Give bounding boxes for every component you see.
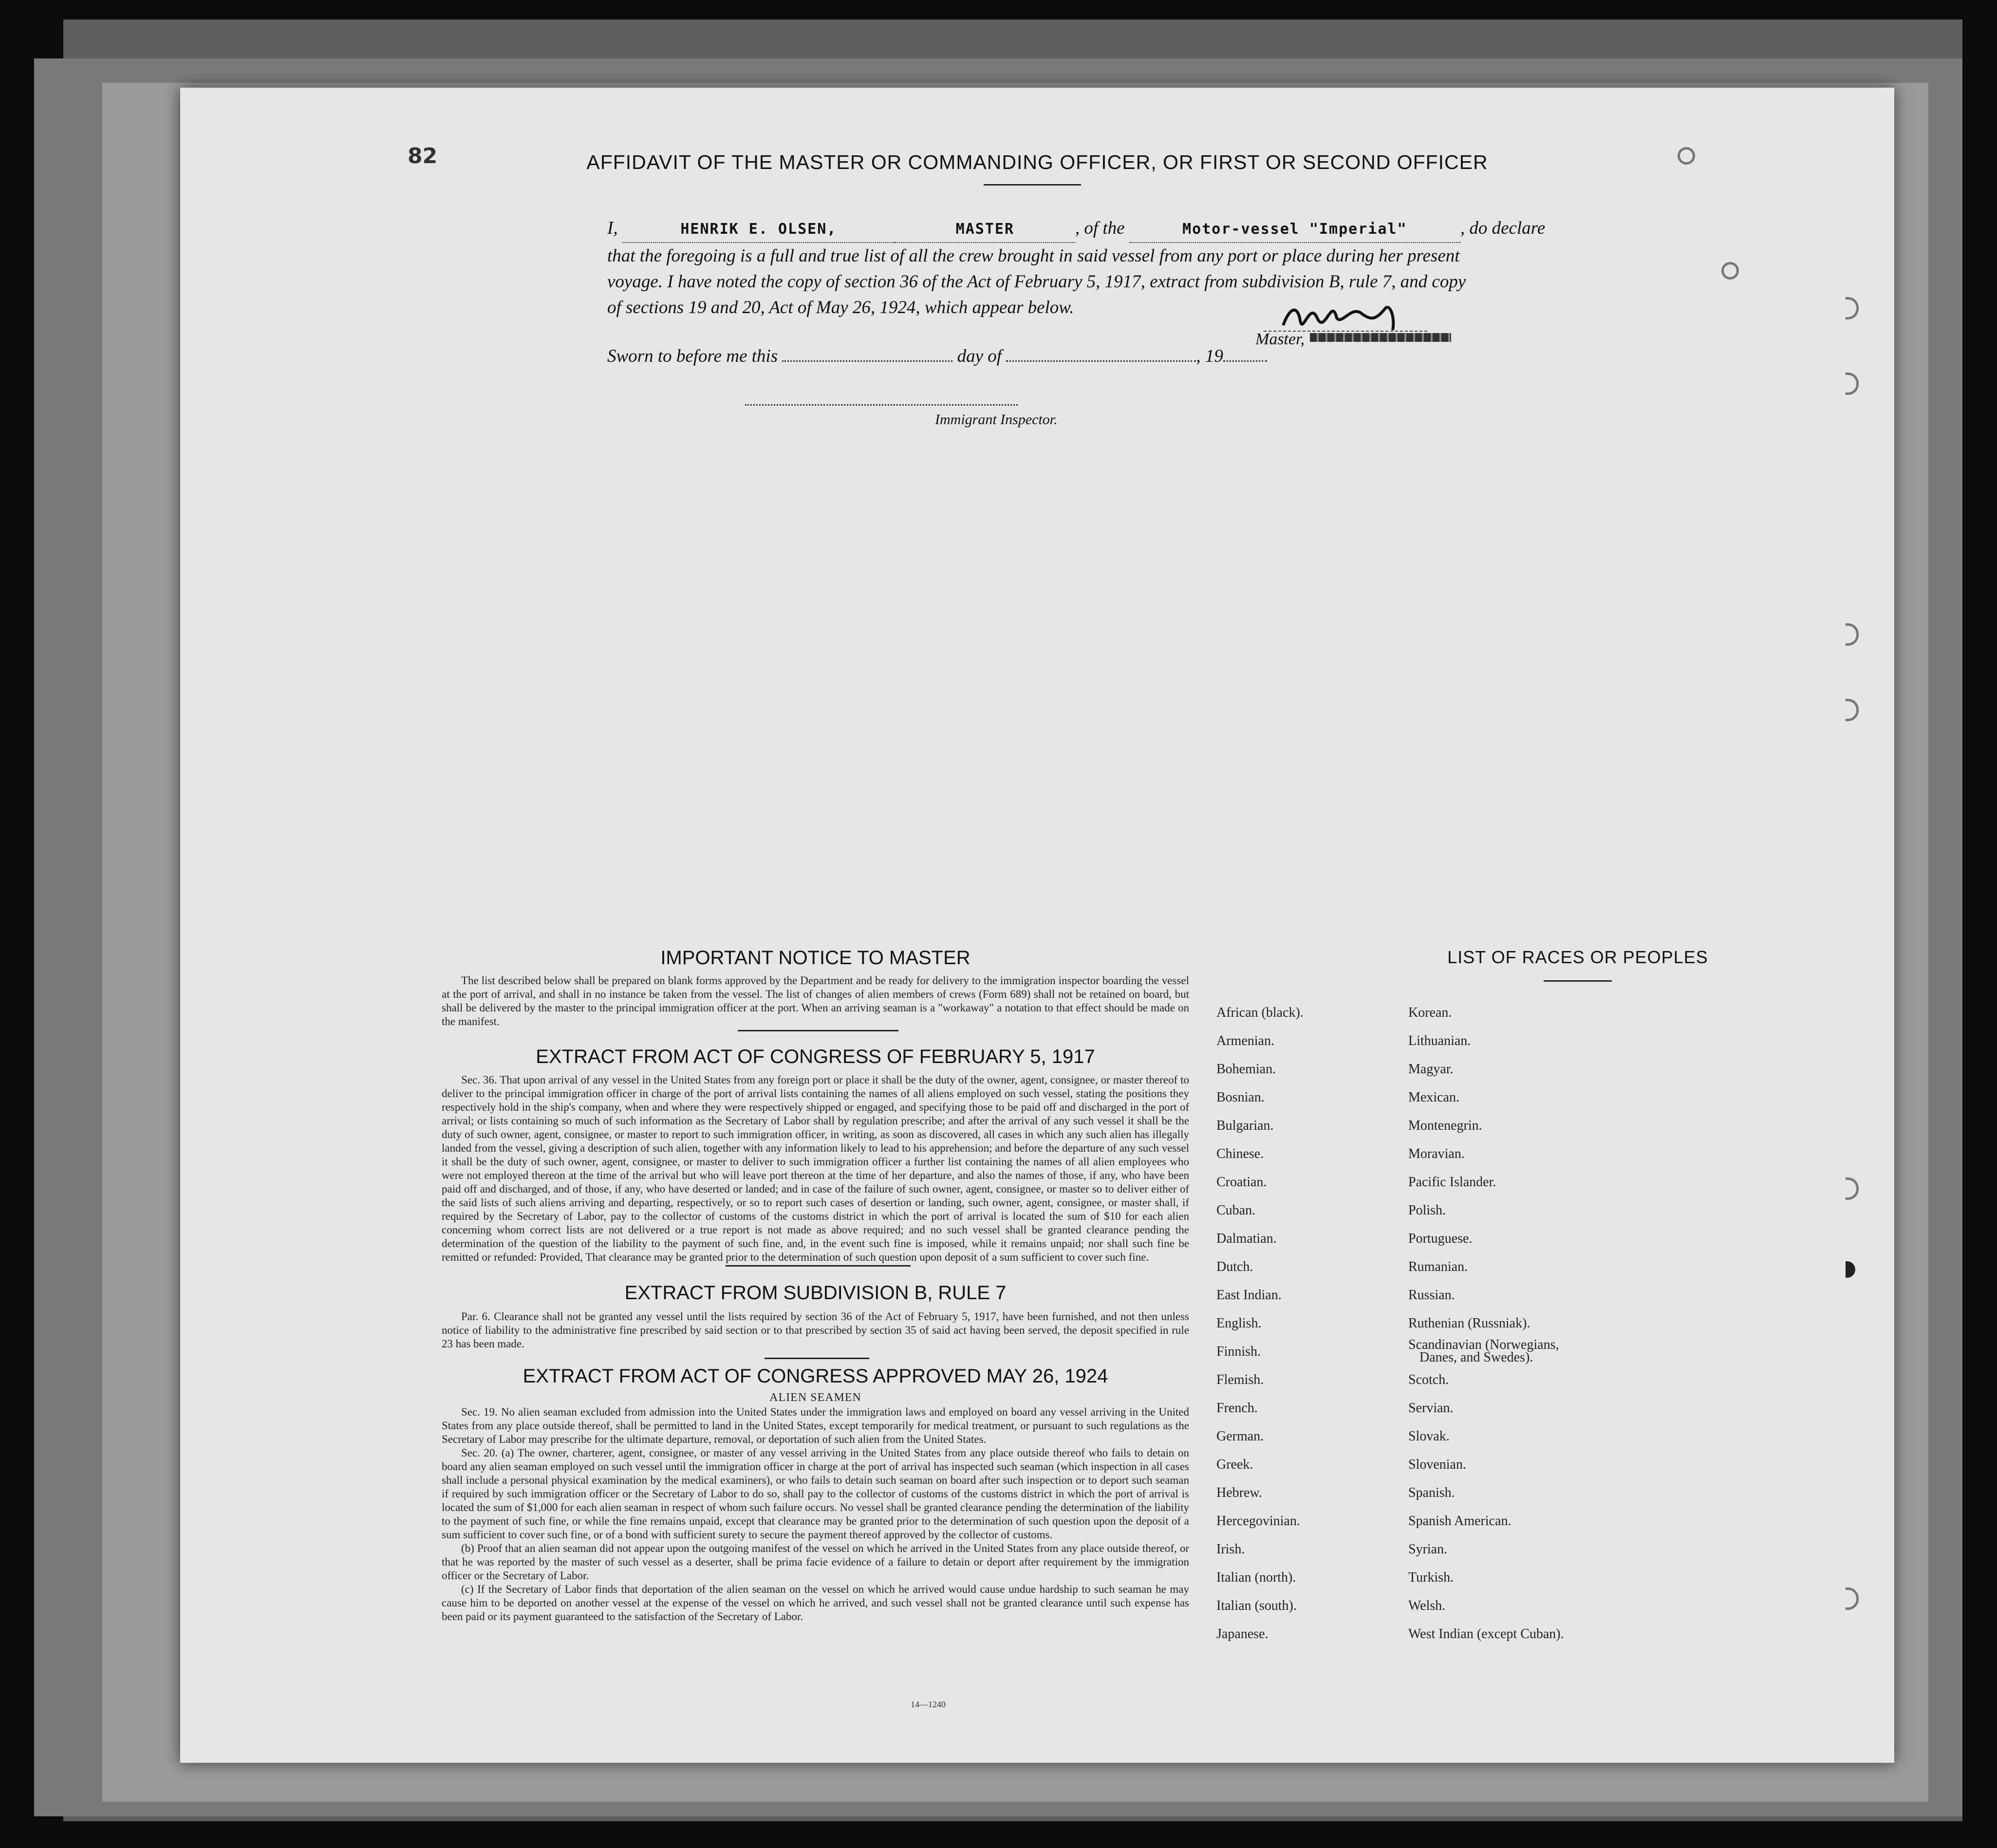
affidavit-page	[180, 88, 1894, 1763]
race-item: African (black).	[1216, 1005, 1304, 1020]
race-item: Slovak.	[1408, 1429, 1450, 1444]
punch-hole-icon	[1846, 1261, 1855, 1278]
extract-rule7-title: EXTRACT FROM SUBDIVISION B, RULE 7	[624, 1282, 1007, 1304]
form-number: 14—1240	[911, 1699, 946, 1709]
declare-label: , do declare	[1460, 218, 1546, 238]
notice-text: The list described below shall be prepared on blank forms approved by the Department and be ready for delivery to the immigration inspector boarding the vessel at the port of arrival, and shall in no instance be taken from the vessel. The list of changes of alien members of crews (Form 689) shall not be retained on board, but shall be delivered by the master to the principal immigration officer at the port. When an arriving seaman is a "workaway" a notation to that effect should be made on the manifest.	[442, 974, 1189, 1027]
punch-hole-icon	[1721, 262, 1739, 280]
race-item: Flemish.	[1216, 1372, 1264, 1387]
notice-title: IMPORTANT NOTICE TO MASTER	[660, 947, 971, 969]
race-item: Hebrew.	[1216, 1485, 1262, 1500]
race-item: Finnish.	[1216, 1344, 1261, 1359]
master-name: HENRIK E. OLSEN,	[680, 221, 837, 238]
inspector-label: Immigrant Inspector.	[935, 411, 1058, 428]
punch-hole-icon	[1846, 373, 1859, 395]
race-item: Lithuanian.	[1408, 1033, 1471, 1048]
race-item: Spanish American.	[1408, 1513, 1512, 1529]
race-item: Korean.	[1408, 1005, 1452, 1020]
race-item: West Indian (except Cuban).	[1408, 1626, 1564, 1642]
race-item: Ruthenian (Russniak).	[1408, 1316, 1530, 1331]
race-item: Bulgarian.	[1216, 1118, 1274, 1133]
race-item: Mexican.	[1408, 1090, 1459, 1105]
punch-hole-icon	[1846, 1177, 1859, 1200]
race-item: Welsh.	[1408, 1598, 1446, 1613]
vessel-name: Motor-vessel "Imperial"	[1182, 221, 1407, 238]
divider	[726, 1265, 911, 1267]
race-item: Pacific Islander.	[1408, 1175, 1496, 1190]
inspector-signature-line	[745, 404, 1018, 406]
punch-hole-icon	[1846, 297, 1859, 319]
race-item: Magyar.	[1408, 1062, 1454, 1077]
race-item: Bohemian.	[1216, 1062, 1276, 1077]
signature-label: Master,	[1255, 330, 1305, 348]
race-item: Hercegovinian.	[1216, 1513, 1300, 1529]
punch-hole-icon	[1846, 1587, 1859, 1610]
race-item: Servian.	[1408, 1400, 1454, 1416]
race-item: Chinese.	[1216, 1146, 1264, 1161]
race-item: Italian (north).	[1216, 1570, 1296, 1585]
affidavit-title: AFFIDAVIT OF THE MASTER OR COMMANDING OFFICER, OR FIRST OR SECOND OFFICER	[586, 151, 1488, 173]
races-title: LIST OF RACES OR PEOPLES	[1447, 947, 1708, 967]
race-item: Armenian.	[1216, 1033, 1274, 1048]
race-item: Italian (south).	[1216, 1598, 1297, 1613]
extract-1917-text: Sec. 36. That upon arrival of any vessel in the United States from any foreign port or place it shall be the duty of the owner, agent, consignee, or master thereof to deliver to the principal immigration officer in charge of the port of arrival lists containing the names of all aliens employed on such vessel, stating the positions they respectively hold in the ship's company, when and where they were respectively shipped or engaged, and specifying those to be paid off and discharged in the port of arrival; or lists containing so much of such information as the Secretary of Labor shall by regulation prescribe; and after the arrival of any such vessel it shall be the duty of such owner, agent, consignee, or master to report to such immigration officer, in writing, as soon as discovered, all cases in which any such alien has illegally landed from the vessel, giving a description of such alien, together with any information likely to lead to his apprehension; and before the departure of any such vessel it shall be the duty of such owner, agent, consignee, or master to deliver to such immigration officer a further list containing the names of all alien employees who were not employed thereon at the time of the arrival but who will leave port thereon at the time of her departure, and also the names of those, if any, who have been paid off and discharged, and of those, if any, who have deserted or landed; and in case of the failure of such owner, agent, consignee, or master so to deliver either of the said lists of such aliens arriving and departing, respectively, or so to report such cases of desertion or landing, such owner, agent, consignee, or master shall, if required by the Secretary of Labor, pay to the collector of customs of the customs district in which the port of arrival is located the sum of $10 for each alien concerning whom correct lists are not delivered or a true report is not made as above required; and no such vessel shall be granted clearance pending the determination of the question of the liability to the payment of such fine, and, in the event such fine is imposed, while it remains unpaid; nor shall such fine be remitted or refunded: Provided, That clearance may be granted prior to the determination of such question upon deposit of a sum sufficient to cover such fine.	[442, 1074, 1189, 1263]
alien-seamen-subtitle: ALIEN SEAMEN	[769, 1391, 861, 1404]
race-item: German.	[1216, 1429, 1264, 1444]
divider	[1544, 980, 1612, 982]
of-the-label: , of the	[1075, 218, 1125, 238]
declaration-line-2: that the foregoing is a full and true list of all the crew brought in said vessel from any port or place during her present	[607, 246, 1460, 266]
race-item: Spanish.	[1408, 1485, 1455, 1500]
race-item: Montenegrin.	[1408, 1118, 1482, 1133]
extract-1924-title: EXTRACT FROM ACT OF CONGRESS APPROVED MAY 26, 1924	[523, 1365, 1108, 1387]
punch-hole-icon	[1846, 623, 1859, 646]
race-item: Scotch.	[1408, 1372, 1449, 1387]
race-item: Syrian.	[1408, 1542, 1448, 1557]
race-item: Bosnian.	[1216, 1090, 1265, 1105]
race-item: English.	[1216, 1316, 1262, 1331]
race-item: French.	[1216, 1400, 1258, 1416]
declaration-line-3: voyage. I have noted the copy of section 36 of the Act of February 5, 1917, extract from subdivision B, rule 7, and copy	[607, 272, 1466, 292]
race-item: Croatian.	[1216, 1175, 1267, 1190]
master-rank: MASTER	[955, 221, 1015, 238]
declaration-text	[607, 215, 1685, 320]
race-item: Russian.	[1408, 1288, 1455, 1303]
extract-rule7-text: Par. 6. Clearance shall not be granted any vessel until the lists required by section 36 of the Act of February 5, 1917, have been furnished, and not then unless notice of liability to the administrative fine prescribed by said section or to that prescribed by section 35 of said act having been served, the deposit specified in rule 23 has been made.	[442, 1310, 1189, 1350]
race-item: Dutch.	[1216, 1259, 1253, 1274]
race-item: Scandinavian (Norwegians,	[1408, 1337, 1559, 1352]
race-item: Danes, and Swedes).	[1419, 1350, 1533, 1365]
extract-1924-text: Sec. 19. No alien seaman excluded from admission into the United States under the immigration laws and employed on board any vessel arriving in the United States from any place outside thereof, shall be permitted to land in the United States, except temporarily for medical treatment, or pursuant to such regulations as the Secretary of Labor may prescribe for the ultimate departure, removal, or deportation of such alien from the United States. Sec. 20. (a) The owner, charterer, agent, consignee, or master of any vessel arriving in the United States from any place outside thereof who fails to detain on board any alien seaman employed on such vessel until the immigration officer in charge at the port of arrival has inspected such seaman (which inspection in all cases shall include a personal physical examination by the medical examiners), or who fails to detain such seaman on board after such inspection or to deport such seaman if required by such immigration officer or the Secretary of Labor to do so, shall pay to the collector of customs of the customs district in which the port of arrival is located the sum of $1,000 for each alien seaman in respect of whom such failure occurs. No vessel shall be granted clearance pending the determination of the liability to the payment of such fine, or while the fine remains unpaid, except that clearance may be granted prior to the determination of such question upon the deposit of a sum sufficient to cover such fine, or of a bond with sufficient surety to secure the payment thereof approved by the collector of customs. (b) Proof that an alien seaman did not appear upon the outgoing manifest of the vessel on which he arrived in the United States from any place outside thereof, or that he was reported by the master of such vessel as a deserter, shall be prima facie evidence of a failure to detain or deport after requirement by the immigration officer or the Secretary of Labor. (c) If the Secretary of Labor finds that deportation of the alien seaman on the vessel on which he arrived would cause undue hardship to such seaman he may cause him to be deported on another vessel at the expense of the vessel on which he arrived, and such vessel shall not be granted clearance until such expense has been paid or its payment guaranteed to the satisfaction of the Secretary of Labor.	[442, 1406, 1189, 1623]
extract-1917-title: EXTRACT FROM ACT OF CONGRESS OF FEBRUARY 5, 1917	[536, 1046, 1095, 1067]
race-item: Dalmatian.	[1216, 1231, 1277, 1246]
year-label: , 19	[1196, 346, 1223, 366]
race-item: Portuguese.	[1408, 1231, 1473, 1246]
race-item: Slovenian.	[1408, 1457, 1466, 1472]
race-item: East Indian.	[1216, 1288, 1282, 1303]
sworn-line	[607, 346, 1267, 367]
race-item: Moravian.	[1408, 1146, 1465, 1161]
race-item: Irish.	[1216, 1542, 1245, 1557]
page-number: 82	[408, 144, 438, 168]
struck-out-title	[1310, 333, 1451, 342]
sworn-prefix: Sworn to before me this	[607, 346, 778, 366]
divider	[738, 1030, 898, 1031]
declaration-line-4: of sections 19 and 20, Act of May 26, 1924, which appear below.	[607, 298, 1074, 317]
race-item: Cuban.	[1216, 1203, 1256, 1218]
declaration-prefix: I,	[607, 218, 618, 238]
race-item: Rumanian.	[1408, 1259, 1468, 1274]
punch-hole-icon	[1846, 699, 1859, 721]
divider	[984, 184, 1081, 186]
day-of-label: day of	[957, 346, 1002, 366]
race-item: Japanese.	[1216, 1626, 1269, 1642]
race-item: Turkish.	[1408, 1570, 1454, 1585]
divider	[765, 1358, 869, 1359]
race-item: Polish.	[1408, 1203, 1446, 1218]
race-item: Greek.	[1216, 1457, 1253, 1472]
